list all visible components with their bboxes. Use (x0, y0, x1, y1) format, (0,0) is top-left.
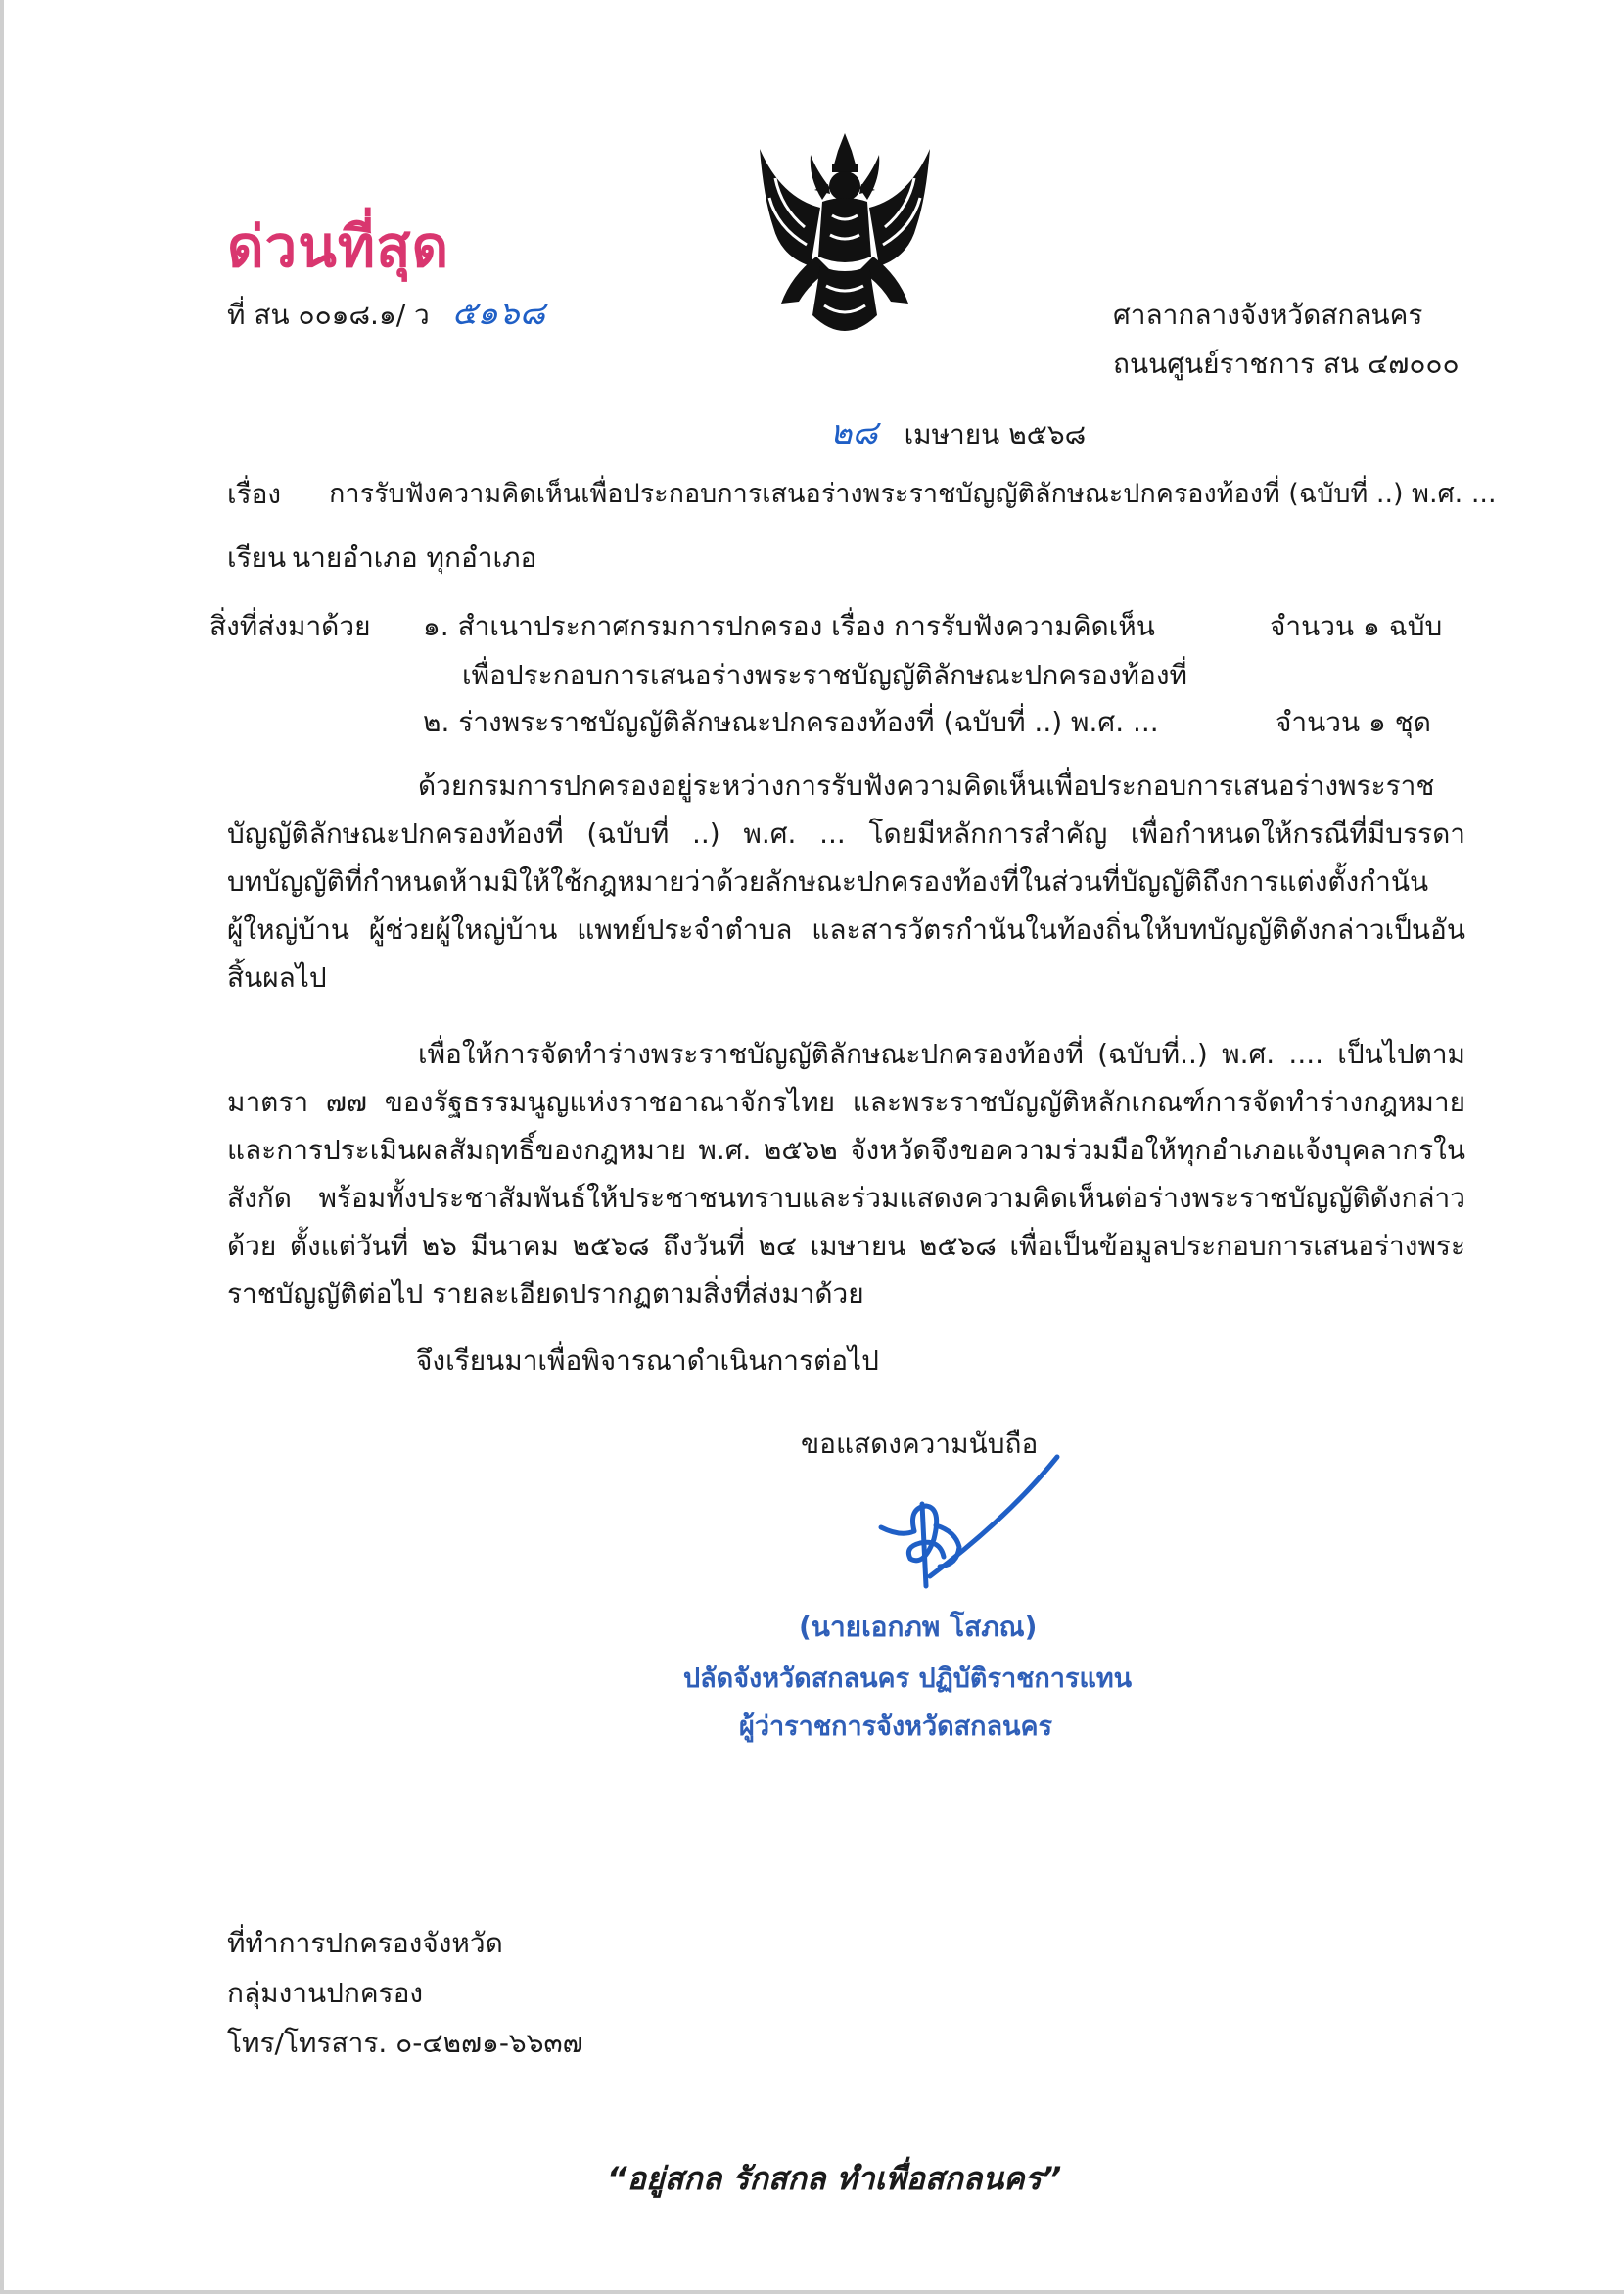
body-paragraph-2 (227, 1030, 1465, 1318)
footer-group: กลุ่มงานปกครอง (227, 1977, 424, 2009)
closing-text: จึงเรียนมาเพื่อพิจารณาดำเนินการต่อไป (416, 1344, 879, 1377)
garuda-emblem-icon (752, 129, 938, 350)
subject-label: เรื่อง (227, 478, 282, 510)
document-date (830, 413, 1086, 454)
enclosures-label: สิ่งที่ส่งมาด้วย (209, 610, 371, 642)
body-paragraph-2-text: เพื่อให้การจัดทำร่างพระราชบัญญัติลักษณะปกครองท้องที่ (ฉบับที่..) พ.ศ. .... เป็นไปตามมาตรา ๗๗ ของรัฐธรรมนูญแห่งราชอาณาจักรไทย และพระราชบัญญัติหลักเกณฑ์การจัดทำร่างกฎหมายและการประเมินผลสัมฤทธิ์ของกฎหมาย พ.ศ. ๒๕๖๒ จังหวัดจึงขอความร่วมมือให้ทุกอำเภอแจ้งบุคลากรในสังกัด พร้อมทั้งประชาสัมพันธ์ให้ประชาชนทราบและร่วมแสดงความคิดเห็นต่อร่างพระราชบัญญัติดังกล่าวด้วย ตั้งแต่วันที่ ๒๖ มีนาคม ๒๕๖๘ ถึงวันที่ ๒๔ เมษายน ๒๕๖๘ เพื่อเป็นข้อมูลประกอบการเสนอร่างพระราชบัญญัติต่อไป รายละเอียดปรากฏตามสิ่งที่ส่งมาด้วย (227, 1038, 1465, 1310)
scan-edge-bottom (0, 2290, 1624, 2294)
date-month-year: เมษายน ๒๕๖๘ (904, 418, 1087, 450)
document-number-handwritten: ๕๑๖๘ (451, 294, 545, 333)
body-paragraph-1 (227, 762, 1465, 1002)
enclosure-1-qty: จำนวน ๑ ฉบับ (1270, 610, 1443, 642)
subject-text: การรับฟังความคิดเห็นเพื่อประกอบการเสนอร่างพระราชบัญญัติลักษณะปกครองท้องที่ (ฉบับที่ ..) พ.ศ. ... (329, 479, 1497, 509)
regards-text: ขอแสดงความนับถือ (801, 1428, 1039, 1460)
enclosure-2-line1: ๒. ร่างพระราชบัญญัติลักษณะปกครองท้องที่ (ฉบับที่ ..) พ.ศ. ... (423, 706, 1159, 738)
enclosure-1-line2: เพื่อประกอบการเสนอร่างพระราชบัญญัติลักษณะปกครองท้องที่ (462, 659, 1187, 691)
office-address-line2: ถนนศูนย์ราชการ สน ๔๗๐๐๐ (1113, 348, 1460, 380)
office-address-line1: ศาลากลางจังหวัดสกลนคร (1113, 299, 1423, 331)
urgency-stamp: ด่วนที่สุด (227, 213, 450, 280)
signatory-position-1: ปลัดจังหวัดสกลนคร ปฏิบัติราชการแทน (683, 1663, 1133, 1694)
enclosure-1-line1: ๑. สำเนาประกาศกรมการปกครอง เรื่อง การรับฟังความคิดเห็น (423, 610, 1155, 642)
body-paragraph-1-text: ด้วยกรมการปกครองอยู่ระหว่างการรับฟังความคิดเห็นเพื่อประกอบการเสนอร่างพระราชบัญญัติลักษณะปกครองท้องที่ (ฉบับที่ ..) พ.ศ. ... โดยมีหลักการสำคัญ เพื่อกำหนดให้กรณีที่มีบรรดาบทบัญญัติที่กำหนดห้ามมิให้ใช้กฎหมายว่าด้วยลักษณะปกครองท้องที่ในส่วนที่บัญญัติถึงการแต่งตั้งกำนัน ผู้ใหญ่บ้าน ผู้ช่วยผู้ใหญ่บ้าน แพทย์ประจำตำบล และสารวัตรกำนันในท้องถิ่นให้บทบัญญัติดังกล่าวเป็นอันสิ้นผลไป (227, 770, 1465, 994)
signatory-position-2: ผู้ว่าราชการจังหวัดสกลนคร (739, 1711, 1053, 1742)
footer-office: ที่ทำการปกครองจังหวัด (227, 1927, 503, 1959)
scan-edge-left (0, 0, 4, 2294)
recipient-text: นายอำเภอ ทุกอำเภอ (292, 541, 537, 574)
document-number-prefix: ที่ สน ๐๐๑๘.๑/ ว (227, 299, 430, 331)
recipient-label: เรียน (227, 541, 287, 574)
footer-phone: โทร/โทรสาร. ๐-๔๒๗๑-๖๖๓๗ (227, 2027, 583, 2059)
enclosure-2-qty: จำนวน ๑ ชุด (1276, 706, 1431, 738)
signature-scribble (861, 1449, 1077, 1615)
document-number (227, 294, 545, 335)
footer-motto: “อยู่สกล รักสกล ทำเพื่อสกลนคร” (607, 2160, 1062, 2197)
date-day-handwritten: ๒๘ (830, 413, 878, 452)
signatory-name: (นายเอกภพ โสภณ) (799, 1611, 1038, 1643)
